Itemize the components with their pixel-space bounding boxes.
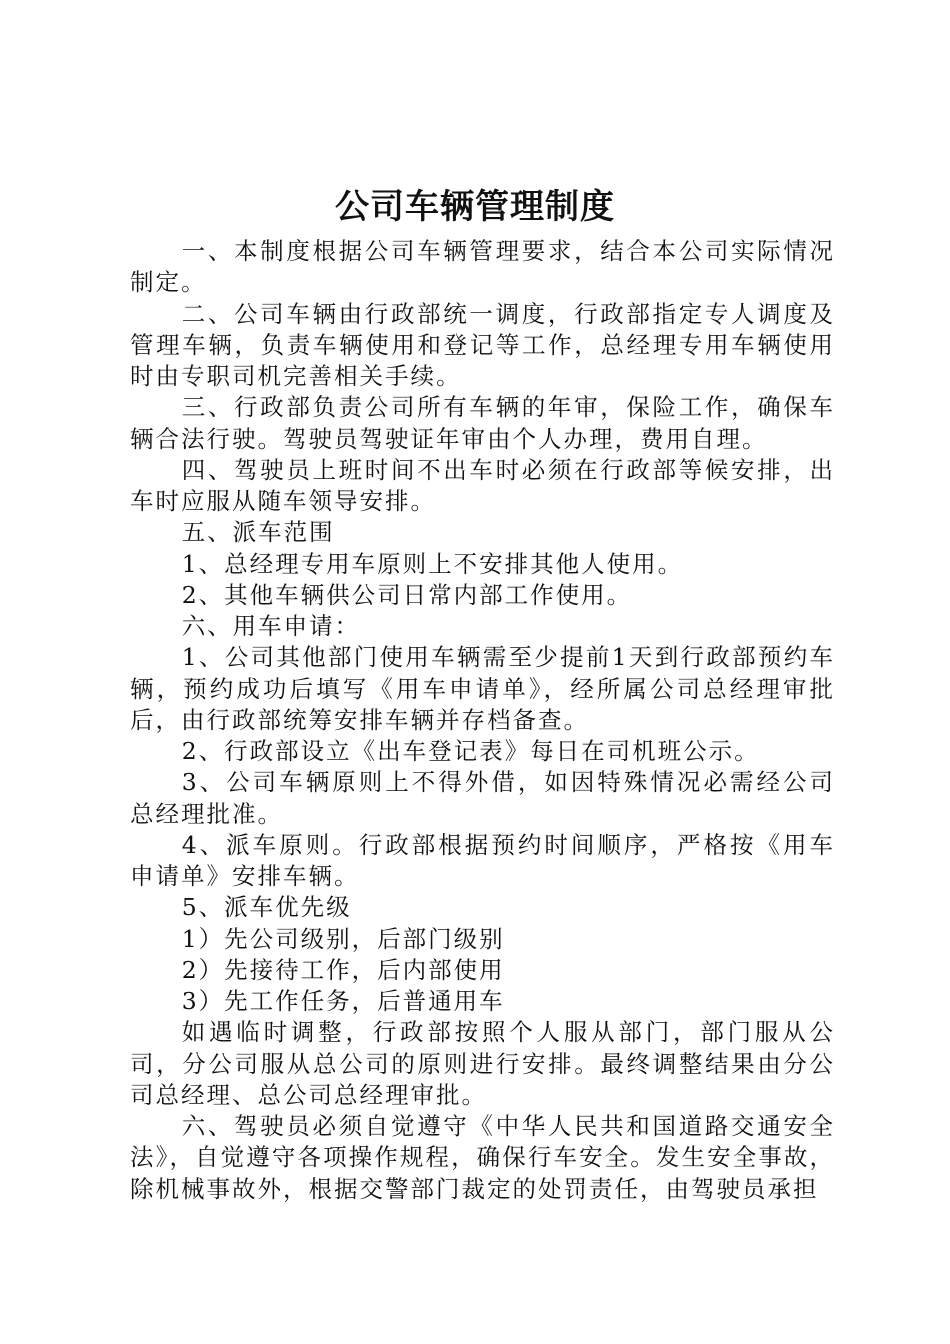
paragraph: 三、行政部负责公司所有车辆的年审，保险工作，确保车辆合法行驶。驾驶员驾驶证年审由个人办理，费用自理。 — [130, 393, 835, 453]
paragraph: 1、总经理专用车原则上不安排其他人使用。 — [181, 549, 684, 578]
paragraph: 4、派车原则。行政部根据预约时间顺序，严格按《用车申请单》安排车辆。 — [130, 830, 835, 890]
paragraph: 2）先接待工作，后内部使用 — [181, 955, 505, 984]
paragraph: 五、派车范围 — [181, 518, 335, 547]
paragraph: 2、其他车辆供公司日常内部工作使用。 — [181, 580, 633, 609]
document-title: 公司车辆管理制度 — [335, 187, 615, 227]
paragraph: 六、用车申请： — [181, 612, 361, 640]
paragraph: 3、公司车辆原则上不得外借，如因特殊情况必需经公司总经理批准。 — [130, 768, 835, 828]
paragraph: 六、驾驶员必须自觉遵守《中华人民共和国道路交通安全法》，自觉遵守各项操作规程，确保行车安全。发生安全事故，除机械事故外，根据交警部门裁定的处罚责任，由驾驶员承担 — [130, 1112, 835, 1203]
paragraph: 二、公司车辆由行政部统一调度，行政部指定专人调度及管理车辆，负责车辆使用和登记等工作，总经理专用车辆使用时由专职司机完善相关手续。 — [130, 299, 835, 390]
paragraph: 1）先公司级别，后部门级别 — [181, 924, 505, 953]
paragraph: 3）先工作任务，后普通用车 — [181, 987, 505, 1015]
paragraph: 2、行政部设立《出车登记表》每日在司机班公示。 — [181, 737, 760, 765]
paragraph: 一、本制度根据公司车辆管理要求，结合本公司实际情况制定。 — [130, 237, 835, 297]
paragraph: 1、公司其他部门使用车辆需至少提前1天到行政部预约车辆，预约成功后填写《用车申请单》，经所属公司总经理审批后，由行政部统筹安排车辆并存档备查。 — [130, 643, 835, 734]
paragraph: 如遇临时调整，行政部按照个人服从部门，部门服从公司，分公司服从总公司的原则进行安排。最终调整结果由分公司总经理、总公司总经理审批。 — [130, 1018, 835, 1109]
document-body — [130, 236, 835, 1205]
paragraph: 5、派车优先级 — [181, 893, 352, 922]
paragraph: 四、驾驶员上班时间不出车时必须在行政部等候安排，出车时应服从随车领导安排。 — [130, 455, 835, 515]
